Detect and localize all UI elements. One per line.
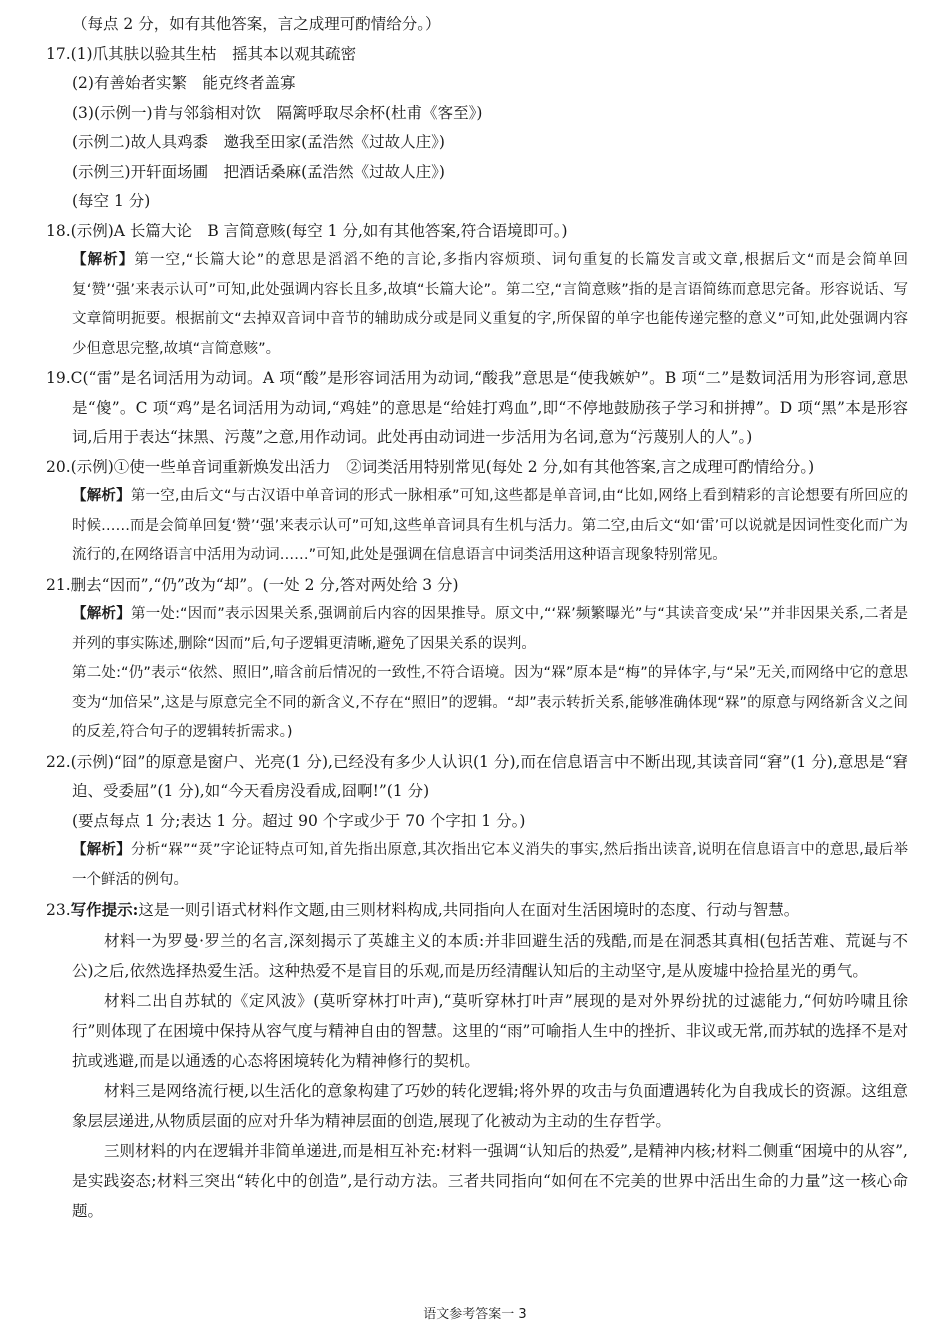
q22-analysis-text: 分析“槑”“烎”字论证特点可知,首先指出原意,其次指出它本义消失的事实,然后指出读音,说明在信息语言中的意思,最后举一个鲜活的例句。 <box>72 842 909 888</box>
q18-analysis <box>46 246 908 364</box>
q23-prompt <box>46 895 908 926</box>
q17-answer-2: (2)有善始者实繁 能克终者盖寡 <box>72 74 296 92</box>
q17-answer-1: 17.(1)爪其肤以验其生枯 摇其本以观其疏密 <box>46 44 357 63</box>
analysis-tag: 【解析】 <box>72 606 131 622</box>
q17-score: (每空 1 分) <box>72 192 151 210</box>
q22-answer: 22.(示例)“囧”的原意是窗户、光亮(1 分),已经没有多少人认识(1 分),而在信息语言中不断出现,其读音同“窘”(1 分),意思是“窘迫、受委屈”(1 分),如“今天看房没看成,囧啊!”(1 分) <box>46 752 908 800</box>
q23-prompt-text: 这是一则引语式材料作文题,由三则材料构成,共同指向人在面对生活困境时的态度、行动与智慧。 <box>138 901 800 919</box>
q17-answer-4: (示例二)故人具鸡黍 邀我至田家(孟浩然《过故人庄》) <box>72 133 445 151</box>
q18-analysis-text: 第一空,“长篇大论”的意思是滔滔不绝的言论,多指内容烦琐、词句重复的长篇发言或文章,根据后文“而是会简单回复‘赞’‘强’来表示认可”可知,此处强调内容长且多,故填“长篇大论”。第二空,“言简意赅”指的是言语简练而意思完备。形容说话、写文章简明扼要。根据前文“去掉双音词中音节的辅助成分或是同义重复的字,所保留的单字也能传递完整的意义”可知,此处强调内容少但意思完整,故填“言简意赅”。 <box>72 252 909 357</box>
q17-answer-3: (3)(示例一)肯与邻翁相对饮 隔篱呼取尽余杯(杜甫《客至》) <box>72 103 483 122</box>
summary-paragraph: 三则材料的内在逻辑并非简单递进,而是相互补充:材料一强调“认知后的热爱”,是精神内核;材料二侧重“困境中的从容”,是实践姿态;材料三突出“转化中的创造”,是行动方法。三者共同指向“如何在不完美的世界中活出生命的力量”这一核心命题。 <box>72 1141 908 1220</box>
q22-scoring: (要点每点 1 分;表达 1 分。超过 90 个字或少于 70 个字扣 1 分。) <box>72 811 526 830</box>
q23-number: 23. <box>46 901 71 919</box>
q19-answer: 19.C(“雷”是名词活用为动词。A 项“酸”是形容词活用为动词,“酸我”意思是“使我嫉妒”。B 项“二”是数词活用为形容词,意思是“傻”。C 项“鸡”是名词活用为动词,“鸡娃”的意思是“给娃打鸡血”,即“不停地鼓励孩子学习和拼搏”。D 项“黑”本是形容词,后用于表达“抹黑、污蔑”之意,用作动词。此处再由动词进一步活用为名词,意为“污蔑别人的人”。) <box>46 369 908 446</box>
q21-answer: 21.删去“因而”,“仍”改为“却”。(一处 2 分,答对两处给 3 分) <box>46 575 459 594</box>
analysis-tag: 【解析】 <box>72 842 131 858</box>
q23-writing-tip-label: 写作提示: <box>70 900 139 919</box>
scoring-note: （每点 2 分，如有其他答案，言之成理可酌情给分。） <box>72 15 441 33</box>
answer-page <box>46 10 908 1226</box>
q17-answer-5: (示例三)开轩面场圃 把酒话桑麻(孟浩然《过故人庄》) <box>72 162 445 181</box>
q18-answer: 18.(示例)A 长篇大论 B 言简意赅(每空 1 分,如有其他答案,符合语境即可。) <box>46 221 568 240</box>
q21-analysis-text-1: 第一处:“因而”表示因果关系,强调前后内容的因果推导。原文中,“‘槑’频繁曝光”与“其读音变成‘呆’”并非因果关系,二者是并列的事实陈述,删除“因而”后,句子逻辑更清晰,避免了因果关系的误判。 <box>72 606 908 652</box>
q20-answer: 20.(示例)①使一些单音词重新焕发出活力 ②词类活用特别常见(每处 2 分,如有其他答案,言之成理可酌情给分。) <box>46 457 815 476</box>
analysis-tag: 【解析】 <box>72 252 135 268</box>
material-1-paragraph: 材料一为罗曼·罗兰的名言,深刻揭示了英雄主义的本质:并非回避生活的残酷,而是在洞悉其真相(包括苦难、荒诞与不公)之后,依然选择热爱生活。这种热爱不是盲目的乐观,而是历经清醒认知后的主动坚守,是从废墟中捡拾星光的勇气。 <box>72 931 908 980</box>
q20-analysis-text: 第一空,由后文“与古汉语中单音词的形式一脉相承”可知,这些都是单音词,由“比如,网络上看到精彩的言论想要有所回应的时候……而是会简单回复‘赞’‘强’来表示认可”可知,这些单音词具有生机与活力。第二空,由后文“如‘雷’可以说就是因词性变化而广为流行的,在网络语言中活用为动词……”可知,此处是强调在信息语言中词类活用这种语言现象特别常见。 <box>72 488 909 563</box>
q20-analysis <box>46 482 908 571</box>
q21-analysis-1 <box>46 600 908 659</box>
q21-analysis-2: 第二处:“仍”表示“依然、照旧”,暗含前后情况的一致性,不符合语境。因为“槑”原本是“梅”的异体字,与“呆”无关,而网络中它的意思变为“加倍呆”,这是与原意完全不同的新含义,不存在“照旧”的逻辑。“却”表示转折关系,能够准确体现“槑”的原意与网络新含义之间的反差,符合句子的逻辑转折需求。) <box>72 665 908 740</box>
analysis-tag: 【解析】 <box>72 488 131 504</box>
page-footer: 语文参考答案一 3 <box>423 1307 527 1322</box>
material-2-paragraph: 材料二出自苏轼的《定风波》(莫听穿林打叶声),“莫听穿林打叶声”展现的是对外界纷扰的过滤能力,“何妨吟啸且徐行”则体现了在困境中保持从容气度与精神自由的智慧。这里的“雨”可喻指人生中的挫折、非议或无常,而苏轼的选择不是对抗或逃避,而是以通透的心态将困境转化为精神修行的契机。 <box>72 991 908 1070</box>
q22-analysis <box>46 836 908 895</box>
material-3-paragraph: 材料三是网络流行梗,以生活化的意象构建了巧妙的转化逻辑;将外界的攻击与负面遭遇转化为自我成长的资源。这组意象层层递进,从物质层面的应对升华为精神层面的创造,展现了化被动为主动的生存哲学。 <box>72 1081 908 1130</box>
